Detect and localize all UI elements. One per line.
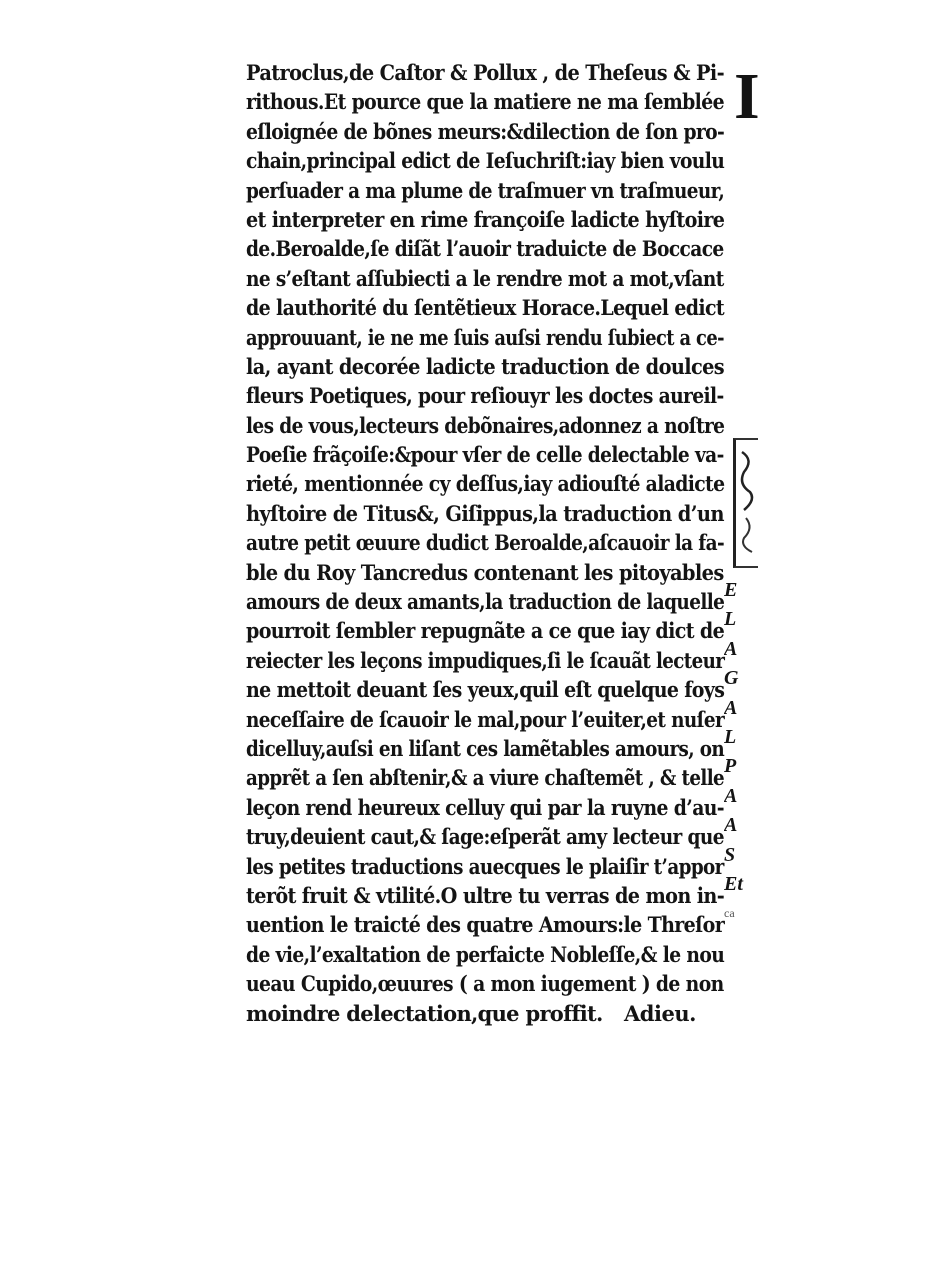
text-line: truy,deuient caut,& ſage:eſperãt amy lecteur que [246, 824, 724, 850]
text-line: autre petit œuure dudict Beroalde,aſcauoir la fa- [246, 530, 725, 556]
text-line: ne s’eſtant aſſubiecti a le rendre mot a mot,vſant [246, 265, 724, 291]
margin-letter: A [724, 637, 738, 660]
margin-signature-letter: I [734, 60, 760, 133]
text-line: de vie,l’exaltation de perfaicte Nobleſſe,& le nou [246, 941, 725, 967]
text-line: la, ayant decorée ladicte traduction de doulces [246, 353, 724, 379]
text-line: rithous.Et pource que la matiere ne ma ſemblée [246, 89, 724, 115]
text-line: hyſtoire de Titus&, Giſippus,la traduction d’un [246, 500, 724, 526]
text-line: fleurs Poetiques, pour reſiouyr les doctes aureil- [246, 383, 724, 409]
text-line-last [246, 999, 724, 1028]
margin-bleed-letters [724, 576, 754, 929]
text-line: terõt fruit & vtilité.O ultre tu verras de mon in- [246, 882, 725, 908]
closing-adieu: Adieu. [624, 1000, 696, 1026]
text-line: ble du Roy Tancredus contenant les pitoyables [246, 559, 724, 585]
text-line: approuuant, ie ne me ſuis auſsi rendu ſubiect a ce- [246, 324, 724, 350]
text-line: leçon rend heureux celluy qui par la ruyne d’au- [246, 794, 724, 820]
text-line: amours de deux amants,la traduction de laquelle [246, 589, 725, 615]
text-line: ueau Cupido,œuures ( a mon iugement ) de non [246, 971, 724, 997]
margin-letter: ca [724, 906, 735, 921]
text-line: et interpreter en rime françoiſe ladicte hyſtoire [246, 206, 725, 232]
ornament-scroll-icon [736, 440, 758, 566]
text-line: apprẽt a ſen abſtenir,& a viure chaſtemẽt , & telle [246, 765, 725, 791]
text-line: de lauthorité du ſentẽtieux Horace.Lequel edict [246, 295, 725, 321]
text-line: Poeſie frãçoiſe:&pour vſer de celle delectable va- [246, 442, 724, 468]
bleed-through-ornament [733, 438, 758, 568]
margin-letter: A [724, 814, 738, 837]
text-line: pourroit ſembler repugnãte a ce que iay dict de [246, 618, 725, 644]
text-line: rieté, mentionnée cy deſſus,iay adiouſté aladicte [246, 471, 725, 497]
body-text [246, 58, 724, 1028]
text-line: chain,principal edict de Ieſuchriſt:iay bien voulu [246, 148, 725, 174]
margin-letter: Et [724, 872, 743, 895]
text-line: les de vous,lecteurs debõnaires,adonnez a noſtre [246, 412, 725, 438]
text-line: eſloignée de bõnes meurs:&dilection de ſon pro- [246, 118, 725, 144]
text-line: ne mettoit deuant ſes yeux,quil eſt quelque foys [246, 677, 725, 703]
margin-letter: S [724, 843, 736, 866]
margin-letter: L [724, 725, 737, 748]
margin-letter: L [724, 608, 737, 631]
margin-letter: A [724, 784, 738, 807]
last-line-text: moindre delectation,que proffit. [246, 1000, 603, 1026]
text-line: les petites traductions auecques le plaiſir t’appor [246, 853, 724, 879]
text-line: perſuader a ma plume de traſmuer vn traſmueur, [246, 177, 725, 203]
text-line: reiecter les leçons impudiques,ſi le ſcauãt lecteur [246, 647, 725, 673]
text-line: de.Beroalde,ſe diſãt l’auoir traduicte de Boccace [246, 236, 724, 262]
margin-letter: G [724, 667, 739, 690]
text-line: Patroclus,de Caſtor & Pollux , de Theſeus & Pi- [246, 60, 725, 85]
text-line: uention le traicté des quatre Amours:le Threſor [246, 912, 725, 938]
margin-letter: P [724, 755, 737, 778]
text-line: neceſſaire de ſcauoir le mal,pour l’euiter,et nuſer [246, 706, 725, 732]
margin-letter: A [724, 696, 738, 719]
margin-letter: E [724, 579, 738, 601]
text-line: dicelluy,auſsi en liſant ces lamẽtables amours, on [246, 735, 725, 761]
